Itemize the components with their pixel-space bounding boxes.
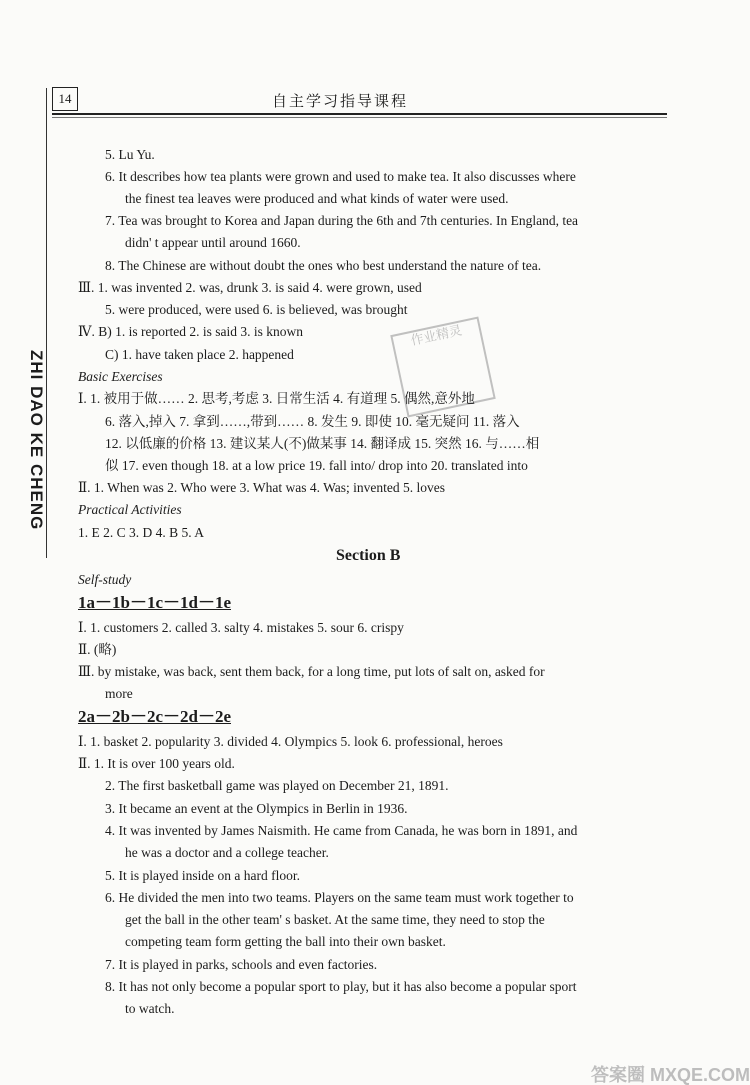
answer-line: Ⅰ. 1. customers 2. called 3. salty 4. mistakes 5. sour 6. crispy	[78, 620, 404, 635]
section-heading: Practical Activities	[78, 502, 182, 517]
subsection-title: 1a－1b－1c－1d－1e	[78, 593, 231, 612]
answer-line: Ⅲ. by mistake, was back, sent them back, for a long time, put lots of salt on, asked for	[78, 664, 545, 679]
answer-line: Ⅰ. 1. basket 2. popularity 3. divided 4. Olympics 5. look 6. professional, heroes	[78, 734, 503, 749]
answer-line: 6. 落入,掉入 7. 拿到……,带到…… 8. 发生 9. 即使 10. 毫无疑问 11. 落入	[105, 414, 520, 429]
answer-line: 5. Lu Yu.	[105, 147, 155, 162]
stamp-text: 作业精灵	[409, 323, 464, 349]
answer-line: 7. Tea was brought to Korea and Japan during the 6th and 7th centuries. In England, tea	[105, 213, 579, 228]
answer-line: 2. The first basketball game was played on December 21, 1891.	[105, 778, 449, 793]
answer-line: C) 1. have taken place 2. happened	[105, 347, 294, 362]
header-rule-thin	[52, 117, 667, 118]
answer-line: get the ball in the other team' s basket. At the same time, they need to stop the	[125, 912, 545, 927]
answer-line: Ⅱ. (略)	[78, 642, 117, 657]
answer-line: 7. It is played in parks, schools and even factories.	[105, 957, 378, 972]
answer-line: 5. It is played inside on a hard floor.	[105, 868, 300, 883]
answer-line: Ⅳ. B) 1. is reported 2. is said 3. is known	[78, 324, 303, 339]
answer-line: 6. He divided the men into two teams. Players on the same team must work together to	[105, 890, 574, 905]
answer-line: Ⅰ. 1. 被用于做…… 2. 思考,考虑 3. 日常生活 4. 有道理 5. 偶然,意外地	[78, 391, 475, 406]
answer-line: the finest tea leaves were produced and what kinds of water were used.	[125, 191, 509, 206]
answer-line: 4. It was invented by James Naismith. He came from Canada, he was born in 1891, and	[105, 823, 578, 838]
answer-line: Ⅲ. 1. was invented 2. was, drunk 3. is said 4. were grown, used	[78, 280, 422, 295]
answer-line: 似 17. even though 18. at a low price 19. fall into/ drop into 20. translated into	[105, 458, 528, 473]
answer-line: 8. It has not only become a popular sport to play, but it has also become a popular sport	[105, 979, 577, 994]
section-title: Section B	[336, 547, 401, 564]
answer-line: 6. It describes how tea plants were grown and used to make tea. It also discusses where	[105, 169, 576, 184]
answer-line: he was a doctor and a college teacher.	[125, 845, 329, 860]
side-rule	[46, 88, 47, 558]
section-heading: Self-study	[78, 572, 132, 587]
side-label: ZHI DAO KE CHENG	[27, 350, 46, 531]
answer-line: Ⅱ. 1. When was 2. Who were 3. What was 4. Was; invented 5. loves	[78, 480, 446, 495]
answer-line: more	[105, 686, 133, 701]
answer-line: 5. were produced, were used 6. is believed, was brought	[105, 302, 408, 317]
section-heading: Basic Exercises	[78, 369, 163, 384]
answer-line: 8. The Chinese are without doubt the ones who best understand the nature of tea.	[105, 258, 542, 273]
subsection-title: 2a－2b－2c－2d－2e	[78, 707, 231, 726]
header-title: 自主学习指导课程	[272, 92, 409, 110]
page-number: 14	[52, 87, 78, 111]
answer-line: Ⅱ. 1. It is over 100 years old.	[78, 756, 235, 771]
answer-line: competing team form getting the ball into their own basket.	[125, 934, 446, 949]
answer-line: didn' t appear until around 1660.	[125, 235, 301, 250]
header-rule	[52, 113, 667, 115]
answer-line: to watch.	[125, 1001, 175, 1016]
answer-line: 12. 以低廉的价格 13. 建议某人(不)做某事 14. 翻译成 15. 突然 16. 与……相	[105, 436, 540, 451]
watermark: 答案圈 MXQE.COM	[590, 1065, 750, 1085]
answer-line: 1. E 2. C 3. D 4. B 5. A	[78, 525, 205, 540]
answer-line: 3. It became an event at the Olympics in Berlin in 1936.	[105, 801, 408, 816]
